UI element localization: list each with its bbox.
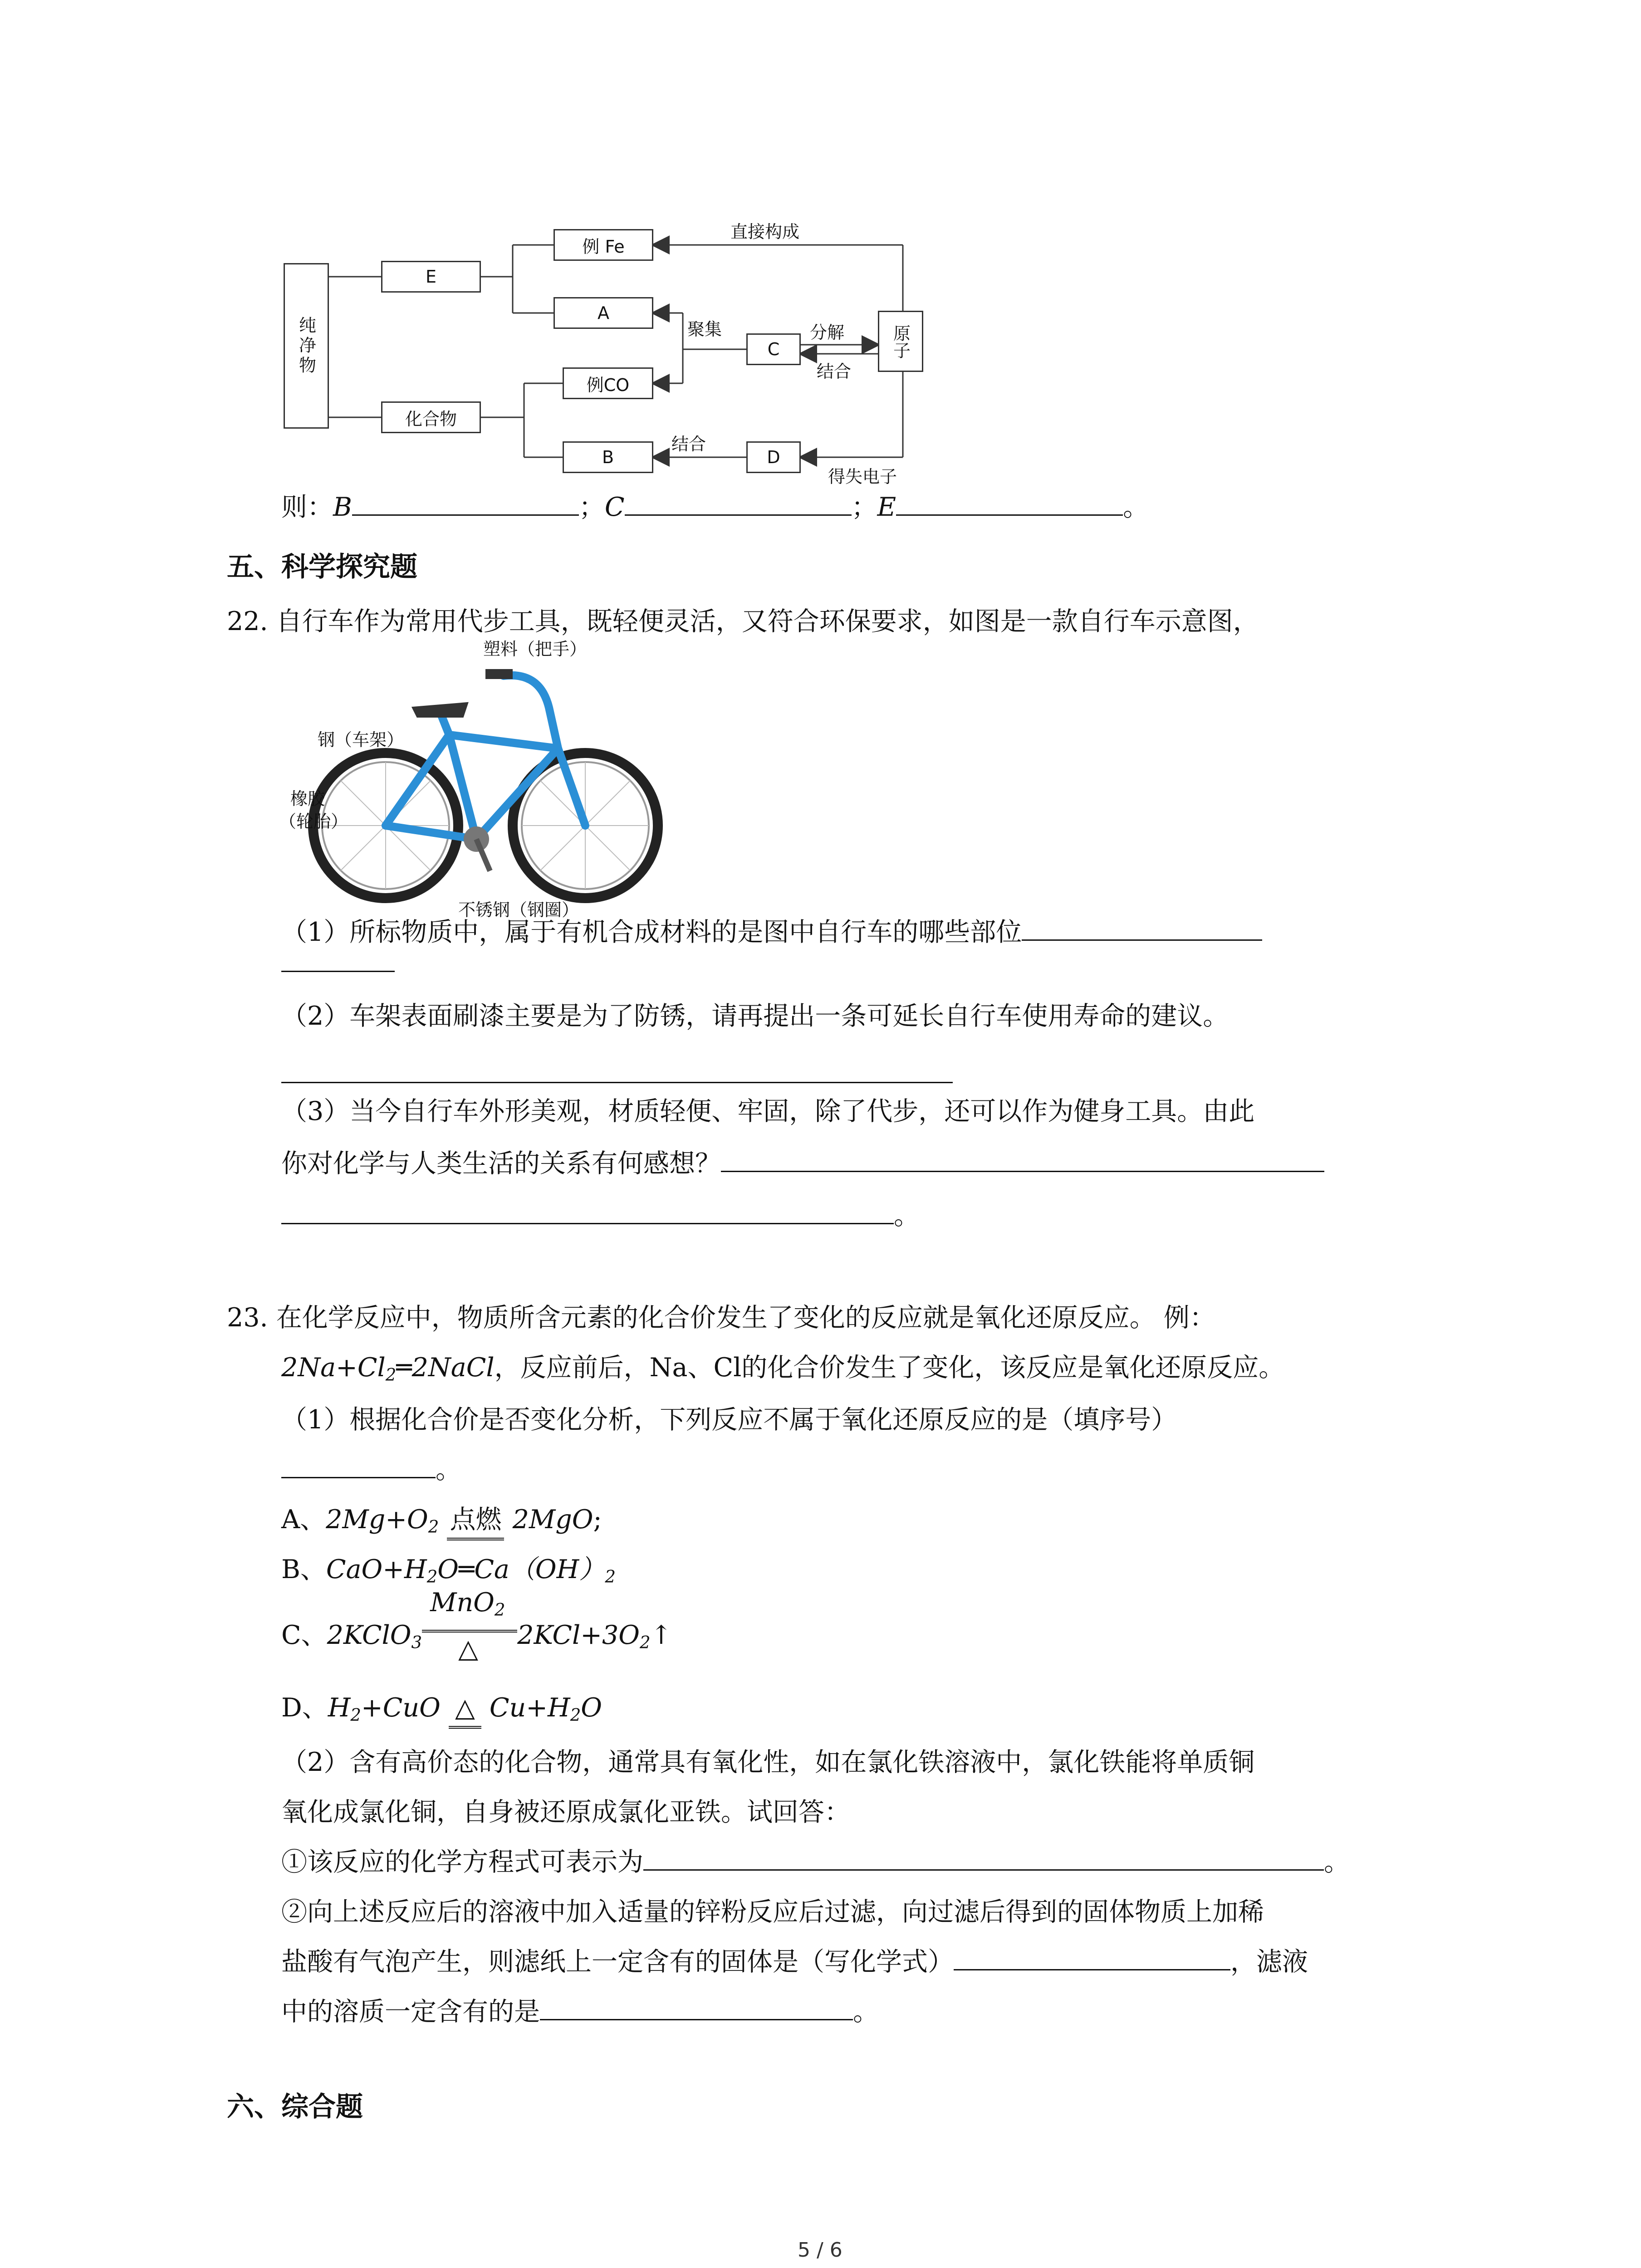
q23-sub1-blank[interactable] bbox=[643, 1844, 1324, 1871]
label-plastic-handle: 塑料（把手） bbox=[483, 639, 587, 659]
q22-part2-blank[interactable] bbox=[281, 1082, 953, 1083]
q23-option-c: C、2KClO$_3$ MnO$_2$ △ $2KCl+3O_2↑$ bbox=[281, 1588, 672, 1664]
q21-b-blank[interactable] bbox=[352, 489, 579, 516]
q21-b-label: B bbox=[333, 492, 352, 522]
label-stainless-rim: 不锈钢（钢圈） bbox=[458, 900, 579, 920]
condition-heat: △ bbox=[449, 1690, 481, 1729]
q23-sub2-line2 bbox=[281, 1944, 1308, 1980]
q23-example-equation: $2Na+Cl_2═2NaCl$ bbox=[281, 1353, 495, 1385]
q21-sep-2: ； bbox=[851, 492, 877, 522]
q23-stem-line1: 23. 在化学反应中，物质所含元素的化合价发生了变化的反应就是氧化还原反应。 例： bbox=[227, 1303, 1215, 1333]
atom-box: 原子 bbox=[878, 311, 923, 372]
q22-stem: 22. 自行车作为常用代步工具，既轻便灵活，又符合环保要求，如图是一款自行车示意图， bbox=[227, 606, 1259, 636]
q21-sep-1: ； bbox=[578, 492, 605, 522]
label-steel-frame: 钢（车架） bbox=[318, 730, 404, 750]
option-c-label: C、 bbox=[281, 1620, 327, 1650]
label-direct: 直接构成 bbox=[730, 222, 800, 242]
q22-part1-blank-cont[interactable] bbox=[281, 971, 395, 972]
pure-substance-box: 纯净物 bbox=[284, 263, 329, 429]
q23-sub1-end: 。 bbox=[1324, 1847, 1350, 1877]
q21-c-blank[interactable] bbox=[625, 489, 852, 516]
q22-part3-end: 。 bbox=[894, 1201, 920, 1231]
label-combine-d: 结合 bbox=[671, 434, 706, 454]
page-number: 5 / 6 bbox=[798, 2239, 843, 2262]
q21-e-label: E bbox=[877, 492, 896, 522]
q22-part3-text: 你对化学与人类生活的关系有何感想？ bbox=[281, 1149, 721, 1178]
section-6-heading: 六、综合题 bbox=[227, 2091, 363, 2123]
box-c: C bbox=[746, 333, 801, 365]
label-rubber: 橡胶 bbox=[290, 789, 325, 809]
q23-part2-line2: 氧化成氯化铜，自身被还原成氯化亚铁。试回答： bbox=[281, 1797, 850, 1827]
q23-stem-line2 bbox=[281, 1349, 1284, 1393]
q23-part1-answer bbox=[281, 1452, 461, 1488]
q23-sub2-solute-blank[interactable] bbox=[540, 1994, 853, 2020]
q22-part3-line2 bbox=[281, 1145, 1324, 1182]
bicycle-figure bbox=[277, 639, 685, 920]
q23-sub2-line1: ②向上述反应后的溶液中加入适量的锌粉反应后过滤，向过滤后得到的固体物质上加稀 bbox=[281, 1897, 1264, 1927]
option-a-label: A、 bbox=[281, 1505, 326, 1535]
condition-mno2-heat: MnO$_2$ △ bbox=[422, 1617, 517, 1653]
q23-part1-blank[interactable] bbox=[281, 1452, 436, 1478]
example-fe-box: 例 Fe bbox=[554, 229, 653, 261]
q22-part3-blank-cont[interactable] bbox=[281, 1198, 894, 1224]
q22-part2: （2）车架表面刷漆主要是为了防锈，请再提出一条可延长自行车使用寿命的建议。 bbox=[281, 1001, 1229, 1031]
box-d: D bbox=[746, 441, 801, 473]
classification-diagram bbox=[272, 218, 944, 490]
section-5-heading: 五、科学探究题 bbox=[227, 551, 417, 583]
q22-part3-line3 bbox=[281, 1198, 920, 1234]
option-d-label: D、 bbox=[281, 1693, 328, 1723]
q23-sub1 bbox=[281, 1844, 1350, 1880]
q23-sub2-end: 。 bbox=[853, 1997, 879, 2027]
q21-prefix: 则： bbox=[281, 492, 333, 522]
q23-option-b: B、$CaO+H_2O═Ca(OH)_2$ bbox=[281, 1554, 616, 1587]
q21-end: 。 bbox=[1123, 492, 1149, 522]
q21-answer-line bbox=[281, 489, 1149, 525]
label-rubber-tire: （轮胎） bbox=[279, 811, 348, 831]
box-b: B bbox=[563, 441, 653, 473]
compound-box: 化合物 bbox=[381, 401, 481, 433]
q23-sub2-line3 bbox=[281, 1994, 879, 2030]
label-decompose: 分解 bbox=[810, 323, 845, 342]
q21-e-blank[interactable] bbox=[896, 489, 1123, 516]
bicycle-image bbox=[277, 644, 685, 916]
q23-sub1-text: ①该反应的化学方程式可表示为 bbox=[281, 1847, 643, 1877]
q22-part1-text: （1）所标物质中，属于有机合成材料的是图中自行车的哪些部位 bbox=[281, 917, 1022, 947]
q22-part1-blank[interactable] bbox=[1022, 914, 1262, 941]
label-combine-atom: 结合 bbox=[817, 362, 852, 381]
q23-part2-line1: （2）含有高价态的化合物，通常具有氧化性，如在氯化铁溶液中，氯化铁能将单质铜 bbox=[281, 1747, 1255, 1777]
q23-option-a: A、$2Mg+O_2$ 点燃 2MgO; bbox=[281, 1501, 602, 1545]
q23-stem-line2-text: ，反应前后，Na、Cl的化合价发生了变化，该反应是氧化还原反应。 bbox=[494, 1353, 1285, 1383]
box-e: E bbox=[381, 261, 481, 293]
q22-part1 bbox=[281, 914, 1262, 950]
q23-sub2-solid-blank[interactable] bbox=[954, 1944, 1230, 1970]
q23-part1-end: 。 bbox=[436, 1455, 461, 1485]
q23-sub2-text: 盐酸有气泡产生，则滤纸上一定含有的固体是（写化学式） bbox=[281, 1947, 954, 1977]
q23-part1: （1）根据化合价是否变化分析，下列反应不属于氧化还原反应的是（填序号） bbox=[281, 1405, 1177, 1435]
label-gather: 聚集 bbox=[687, 319, 722, 339]
q21-c-label: C bbox=[604, 492, 625, 522]
q23-sub2-filtrate: ，滤液 bbox=[1230, 1947, 1308, 1977]
example-co-box: 例CO bbox=[563, 367, 653, 399]
q23-sub2-solute-text: 中的溶质一定含有的是 bbox=[281, 1997, 540, 2027]
option-b-label: B、 bbox=[281, 1554, 326, 1584]
q23-option-d: D、$H_2+CuO$ △ $Cu+H_2O$ bbox=[281, 1690, 602, 1733]
q22-part3-blank[interactable] bbox=[721, 1145, 1324, 1172]
q22-part3-line1: （3）当今自行车外形美观，材质轻便、牢固，除了代步，还可以作为健身工具。由此 bbox=[281, 1096, 1255, 1126]
box-a: A bbox=[554, 297, 653, 329]
label-electron: 得失电子 bbox=[828, 467, 897, 487]
condition-ignite: 点燃 bbox=[447, 1501, 504, 1540]
